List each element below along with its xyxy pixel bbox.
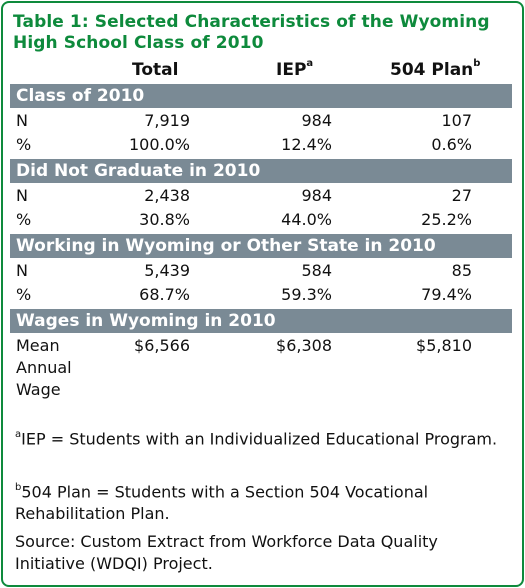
cell-iep: 984: [301, 186, 332, 205]
cell-iep: 12.4%: [281, 135, 332, 154]
cell-total: $6,566: [134, 336, 190, 355]
cell-504-plan: $5,810: [416, 336, 472, 355]
row-label: %: [16, 210, 32, 229]
column-header-iep: IEP$^a$: [276, 58, 314, 80]
cell-504-plan: 107: [441, 111, 472, 130]
footnote-mark-b: b: [15, 482, 22, 493]
cell-504-plan: 79.4%: [421, 285, 472, 304]
row-label: %: [16, 135, 32, 154]
cell-504-plan: 25.2%: [421, 210, 472, 229]
footnote-iep: $^a$IEP = Students with an Individualized Educational Program.: [15, 429, 498, 449]
cell-total: 100.0%: [128, 135, 190, 154]
source-note: Source: Custom Extract from Workforce Data Quality Initiative (WDQI) Project.: [15, 532, 438, 573]
cell-total: 7,919: [144, 111, 190, 130]
cell-iep: 44.0%: [281, 210, 332, 229]
section-heading-working: Working in Wyoming or Other State in 2010: [10, 234, 512, 258]
cell-total: 5,439: [144, 261, 190, 280]
footnote-504-plan: $^b$504 Plan = Students with a Section 504 Vocational Rehabilitation Plan.: [15, 482, 429, 524]
column-header-504-plan: 504 Plan$^b$: [390, 58, 481, 80]
row-label-annual: Annual: [16, 358, 72, 377]
row-label-mean: Mean: [16, 336, 60, 355]
cell-iep: 59.3%: [281, 285, 332, 304]
cell-total: 2,438: [144, 186, 190, 205]
cell-504-plan: 27: [451, 186, 472, 205]
row-label: N: [16, 261, 28, 280]
section-heading-did-not-graduate: Did Not Graduate in 2010: [10, 159, 512, 183]
504-footnote-mark: b: [473, 58, 481, 70]
cell-504-plan: 0.6%: [431, 135, 472, 154]
section-heading-class-of-2010: Class of 2010: [10, 84, 512, 108]
cell-iep: 984: [301, 111, 332, 130]
section-heading-wages: Wages in Wyoming in 2010: [10, 309, 512, 333]
cell-iep: $6,308: [276, 336, 332, 355]
row-label-wage: Wage: [16, 380, 61, 399]
row-label: N: [16, 186, 28, 205]
row-label: %: [16, 285, 32, 304]
table-title: Table 1: Selected Characteristics of the Wyoming High School Class of 2010: [13, 12, 490, 53]
cell-iep: 584: [301, 261, 332, 280]
column-header-total: Total: [132, 60, 179, 80]
cell-total: 30.8%: [139, 210, 190, 229]
cell-504-plan: 85: [451, 261, 472, 280]
cell-total: 68.7%: [139, 285, 190, 304]
iep-footnote-mark: a: [306, 58, 314, 70]
row-label: N: [16, 111, 28, 130]
footnote-mark-a: a: [15, 429, 22, 440]
